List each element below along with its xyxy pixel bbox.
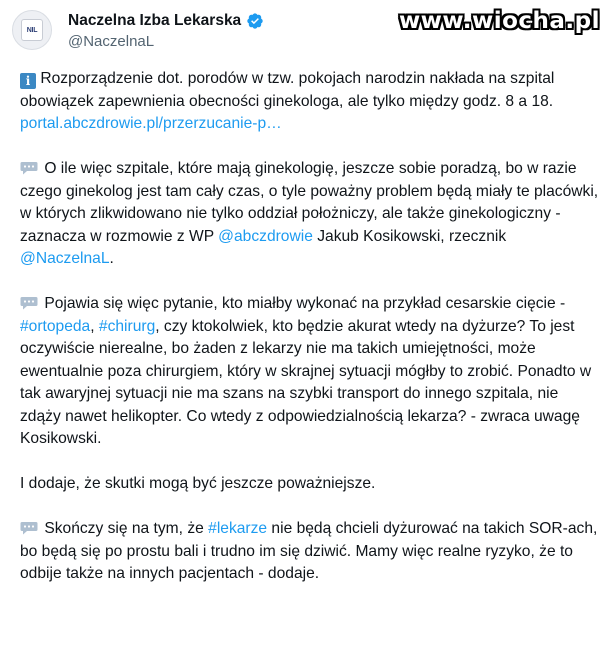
mention-abczdrowie[interactable]: @abczdrowie [218, 227, 313, 245]
avatar[interactable] [12, 10, 52, 50]
display-name[interactable] [68, 12, 264, 30]
paragraph-2-text-b: Jakub Kosikowski, rzecznik [312, 227, 507, 245]
article-link[interactable]: portal.abczdrowie.pl/przerzucanie-p… [20, 115, 282, 132]
tweet-header [12, 10, 264, 50]
hashtag-chirurg[interactable]: #chirurg [98, 317, 156, 335]
avatar-logo: NIL [21, 19, 43, 41]
speech-bubble-icon [20, 296, 38, 310]
paragraph-5-text-b: nie będą chcieli dyżurować na takich SOR-ach, bo będą się po prostu bali i trudno im się dziwić. Mamy więc realne ryzyko, że to odbije także na innych pacjentach - dodaje. [20, 520, 598, 582]
paragraph-2-text-c: . [109, 250, 114, 267]
paragraph-1 [20, 68, 600, 136]
paragraph-2 [20, 158, 600, 271]
account-names [68, 12, 264, 50]
paragraph-5 [20, 518, 600, 586]
hashtag-lekarze[interactable]: #lekarze [208, 520, 268, 537]
paragraph-2-text-a: O ile więc szpitale, które mają ginekologię, jeszcze sobie poradzą, bo w razie czego ginekolog jest tam cały czas, o tyle poważny problem będą miały te placówki, w których zlikwidowano nie tylko oddział położniczy, ale także ginekologiczny - zaznacza w rozmowie z WP [20, 160, 599, 245]
mention-naczelnal[interactable]: @NaczelnaL [20, 250, 110, 267]
speech-bubble-icon [20, 161, 38, 175]
paragraph-1-text: Rozporządzenie dot. porodów w tzw. pokojach narodzin nakłada na szpital obowiązek zapewnienia obecności ginekologa, ale tylko między godz. 8 a 18. [20, 70, 555, 110]
verified-badge-icon [246, 12, 264, 30]
tweet-body [20, 68, 600, 608]
paragraph-3-text-c: , czy ktokolwiek, kto będzie akurat wtedy na dyżurze? To jest oczywiście nierealne, bo żaden z lekarzy nie ma takich umiejętności, może ewentualnie poza chirurgiem, który w skrajnej sytuacji mógłby to zrobić. Ponadto w tak awaryjnej sytuacji nie ma szans na szybki transport do innego szpitala, nie zdąży nawet helikopter. Co wtedy z odpowiedzialnością lekarza? - zwraca uwagę Kosikowski. [20, 317, 592, 447]
paragraph-4 [20, 473, 600, 496]
display-name-text: Naczelna Izba Lekarska [68, 12, 242, 29]
account-handle[interactable]: @NaczelnaL [68, 33, 155, 50]
hashtag-ortopeda[interactable]: #ortopeda [20, 317, 91, 335]
watermark: www.wiocha.pl [398, 8, 600, 34]
paragraph-3-text-b: , [90, 317, 99, 335]
paragraph-4-text: I dodaje, że skutki mogą być jeszcze poważniejsze. [20, 475, 376, 492]
information-icon: i [20, 73, 36, 89]
speech-bubble-icon [20, 521, 38, 535]
paragraph-3 [20, 293, 600, 451]
paragraph-5-text-a: Skończy się na tym, że [40, 520, 209, 537]
paragraph-3-text-a: Pojawia się więc pytanie, kto miałby wykonać na przykład cesarskie cięcie - [40, 295, 566, 312]
